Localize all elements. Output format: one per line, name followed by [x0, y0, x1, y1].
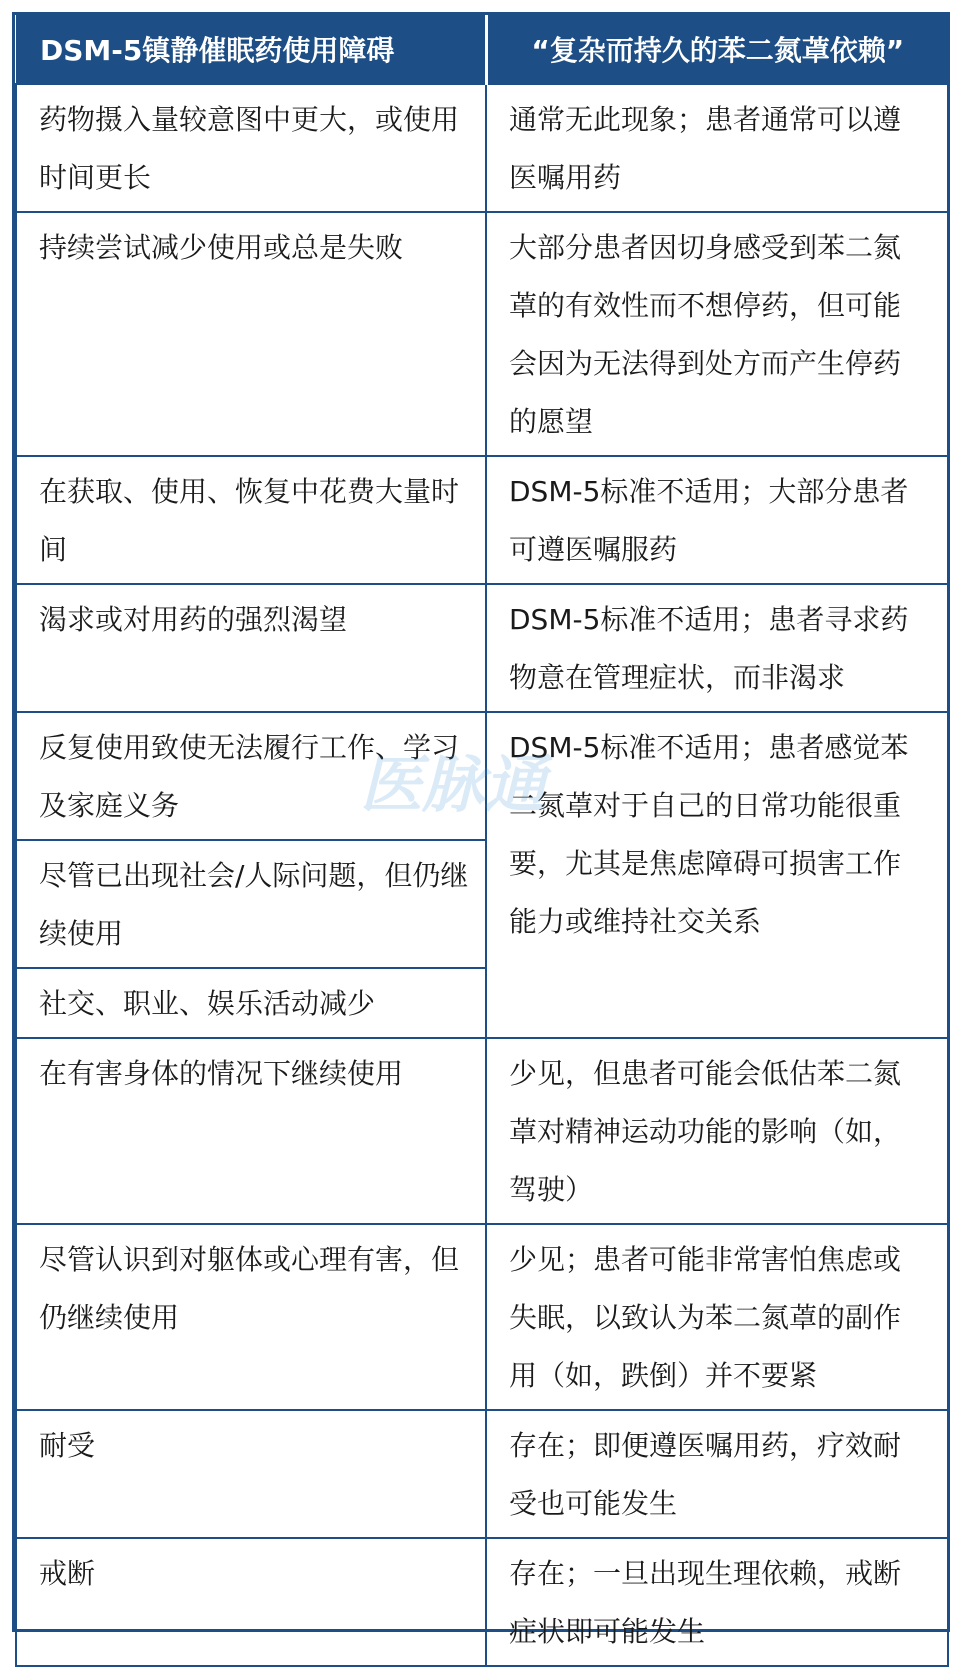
header-dsm5-criteria: DSM-5镇静催眠药使用障碍 — [16, 15, 486, 84]
table-row — [16, 212, 948, 456]
comparison-table — [15, 15, 949, 1667]
table-row — [16, 712, 948, 840]
criterion-cell: 渴求或对用药的强烈渴望 — [16, 584, 486, 712]
criterion-cell: 戒断 — [16, 1538, 486, 1666]
criterion-cell: 尽管已出现社会/人际问题，但仍继续使用 — [16, 840, 486, 968]
comparison-cell: DSM-5标准不适用；患者感觉苯二氮䓬对于自己的日常功能很重要，尤其是焦虑障碍可损害工作能力或维持社交关系 — [486, 712, 948, 1038]
criterion-cell: 持续尝试减少使用或总是失败 — [16, 212, 486, 456]
criterion-cell: 耐受 — [16, 1410, 486, 1538]
comparison-cell: DSM-5标准不适用；大部分患者可遵医嘱服药 — [486, 456, 948, 584]
criterion-cell: 在获取、使用、恢复中花费大量时间 — [16, 456, 486, 584]
table-header-row — [16, 15, 948, 84]
criterion-cell: 社交、职业、娱乐活动减少 — [16, 968, 486, 1038]
comparison-cell: 少见，但患者可能会低估苯二氮䓬对精神运动功能的影响（如，驾驶） — [486, 1038, 948, 1224]
table-row — [16, 1038, 948, 1224]
table-row — [16, 1410, 948, 1538]
table-row — [16, 1538, 948, 1666]
table-row — [16, 1224, 948, 1410]
comparison-cell: 大部分患者因切身感受到苯二氮䓬的有效性而不想停药，但可能会因为无法得到处方而产生停药的愿望 — [486, 212, 948, 456]
table-row — [16, 456, 948, 584]
comparison-cell: 少见；患者可能非常害怕焦虑或失眠，以致认为苯二氮䓬的副作用（如，跌倒）并不要紧 — [486, 1224, 948, 1410]
watermark-text: 医脉通 — [360, 748, 547, 821]
table-row — [16, 584, 948, 712]
criterion-cell: 在有害身体的情况下继续使用 — [16, 1038, 486, 1224]
comparison-cell: 存在；一旦出现生理依赖，戒断症状即可能发生 — [486, 1538, 948, 1666]
comparison-cell: 通常无此现象；患者通常可以遵医嘱用药 — [486, 84, 948, 212]
criterion-cell: 反复使用致使无法履行工作、学习及家庭义务 — [16, 712, 486, 840]
criterion-cell: 药物摄入量较意图中更大，或使用时间更长 — [16, 84, 486, 212]
comparison-table-frame — [12, 12, 950, 1648]
criterion-cell: 尽管认识到对躯体或心理有害，但仍继续使用 — [16, 1224, 486, 1410]
table-row — [16, 84, 948, 212]
header-benzo-dependence: “复杂而持久的苯二氮䓬依赖” — [486, 15, 948, 84]
comparison-cell: DSM-5标准不适用；患者寻求药物意在管理症状，而非渴求 — [486, 584, 948, 712]
comparison-cell: 存在；即便遵医嘱用药，疗效耐受也可能发生 — [486, 1410, 948, 1538]
